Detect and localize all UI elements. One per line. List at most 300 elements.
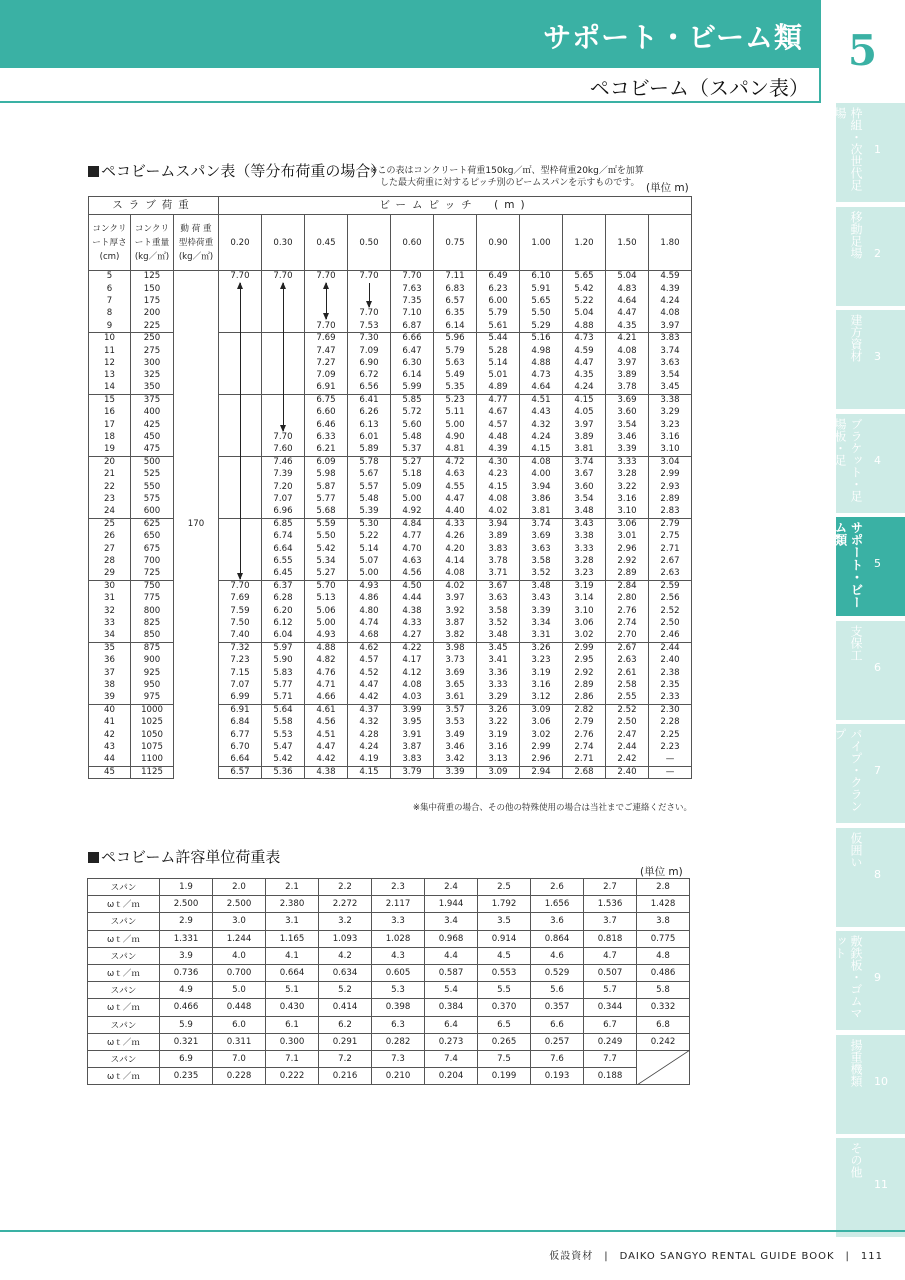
slab-cell: 275 [131, 345, 174, 357]
slab-cell: 400 [131, 407, 174, 419]
span-cell: 5.23 [434, 394, 477, 406]
col-weight-l1: コンクリ [134, 223, 170, 234]
span-cell: 3.74 [520, 518, 563, 530]
span-cell: 7.70 [262, 271, 305, 283]
span-cell: 4.71 [305, 679, 348, 691]
slab-cell: 29 [89, 568, 131, 580]
span-cell: 6.12 [262, 617, 305, 629]
span-cell: 3.23 [563, 568, 606, 580]
load-unit: (単位 m) [640, 866, 683, 878]
load-value: 0.414 [319, 999, 372, 1016]
span-cell: 2.96 [606, 543, 649, 555]
span-cell: 3.26 [477, 704, 520, 716]
span-value: 6.8 [637, 1016, 690, 1033]
span-cell: 4.51 [305, 729, 348, 741]
span-cell: 3.97 [606, 357, 649, 369]
load-value: 0.204 [425, 1068, 478, 1085]
load-value: 1.792 [478, 896, 531, 913]
span-row [88, 879, 690, 896]
span-cell: 2.89 [563, 679, 606, 691]
span-cell: 2.95 [563, 655, 606, 667]
span-cell: 3.48 [520, 580, 563, 592]
span-cell: 7.47 [305, 345, 348, 357]
span-cell: 4.73 [520, 370, 563, 382]
span-cell: 3.60 [606, 407, 649, 419]
span-cell: 4.26 [434, 531, 477, 543]
span-cell: 3.83 [477, 543, 520, 555]
span-cell: 2.71 [563, 754, 606, 766]
span-cell: 3.13 [477, 754, 520, 766]
span-cell: 6.21 [305, 444, 348, 456]
span-cell: 3.02 [520, 729, 563, 741]
tab-chapter-9[interactable] [833, 931, 905, 1030]
span-cell: 5.53 [262, 729, 305, 741]
tab-chapter-6[interactable] [836, 621, 905, 720]
pitch-header: 0.90 [477, 215, 520, 271]
span-cell: 2.94 [520, 766, 563, 778]
slab-cell: 32 [89, 605, 131, 617]
span-cell: 3.10 [649, 444, 692, 456]
span-cell: 4.15 [563, 394, 606, 406]
span-cell: 5.98 [305, 469, 348, 481]
span-cell: 3.01 [606, 531, 649, 543]
slab-cell: 22 [89, 481, 131, 493]
span-cell: 4.56 [305, 717, 348, 729]
load-value: 1.944 [425, 896, 478, 913]
span-cell: 4.27 [391, 630, 434, 642]
span-cell: 3.58 [477, 605, 520, 617]
span-row [88, 982, 690, 999]
load-row [88, 930, 690, 947]
span-cell: 3.82 [434, 630, 477, 642]
span-cell: 2.35 [649, 679, 692, 691]
span-cell: 5.22 [348, 531, 391, 543]
span-cell: 6.10 [520, 271, 563, 283]
tab-chapter-3[interactable] [836, 310, 905, 409]
span-cell: 4.83 [606, 283, 649, 295]
span-cell: 5.13 [305, 593, 348, 605]
load-value: 0.222 [266, 1068, 319, 1085]
tab-chapter-4[interactable] [833, 414, 905, 513]
span-row [88, 947, 690, 964]
span-cell: 3.97 [649, 320, 692, 332]
load-table-title [88, 846, 280, 867]
span-cell: 3.60 [563, 481, 606, 493]
span-cell: 2.70 [606, 630, 649, 642]
pitch-header: 0.75 [434, 215, 477, 271]
page-title: サポート・ビーム類 [543, 21, 803, 54]
span-cell: 3.83 [391, 754, 434, 766]
slab-load-header: スラブ荷重 [89, 197, 219, 215]
span-note-line1: ※この表はコンクリート荷重150kg／㎡、型枠荷重20kg／㎡を加算 [370, 166, 644, 176]
pitch-header: 0.45 [305, 215, 348, 271]
span-cell: 2.46 [649, 630, 692, 642]
slab-cell: 37 [89, 667, 131, 679]
col-weight-l3: (kg／㎡) [134, 251, 170, 262]
span-cell: 2.99 [563, 642, 606, 654]
span-cell: 7.46 [262, 456, 305, 468]
span-cell: 4.08 [520, 456, 563, 468]
span-cell: 5.00 [348, 568, 391, 580]
span-cell: 7.11 [434, 271, 477, 283]
span-cell: 4.89 [477, 382, 520, 394]
span-cell: 4.14 [434, 555, 477, 567]
slab-cell: 1050 [131, 729, 174, 741]
span-value: 6.6 [531, 1016, 584, 1033]
span-cell: 6.14 [391, 370, 434, 382]
span-value: 5.0 [213, 982, 266, 999]
span-cell: 3.89 [563, 432, 606, 444]
col-live-header [174, 215, 219, 271]
slab-cell: 725 [131, 568, 174, 580]
span-cell: 7.70 [348, 308, 391, 320]
span-cell: 5.18 [391, 469, 434, 481]
tab-number: 11 [874, 1178, 888, 1191]
tab-chapter-7[interactable] [833, 724, 905, 823]
span-cell: 3.38 [563, 531, 606, 543]
span-cell: 7.70 [348, 271, 391, 283]
span-cell: 3.78 [606, 382, 649, 394]
slab-cell: 1075 [131, 741, 174, 753]
load-table [87, 878, 690, 1085]
span-cell: 4.23 [477, 469, 520, 481]
span-cell: 5.34 [305, 555, 348, 567]
span-cell: 3.29 [477, 692, 520, 704]
span-cell: 3.89 [606, 370, 649, 382]
span-cell: 3.65 [434, 679, 477, 691]
slab-cell: 25 [89, 518, 131, 530]
span-cell: 3.16 [606, 494, 649, 506]
load-value: 0.486 [637, 964, 690, 981]
slab-cell: 300 [131, 357, 174, 369]
load-value: 0.384 [425, 999, 478, 1016]
span-cell: 3.14 [563, 593, 606, 605]
slab-cell: 625 [131, 518, 174, 530]
span-cell: 4.86 [348, 593, 391, 605]
span-cell: 5.64 [262, 704, 305, 716]
slab-cell: 650 [131, 531, 174, 543]
span-cell: 3.43 [563, 518, 606, 530]
span-cell: 5.70 [305, 580, 348, 592]
span-cell: 4.08 [434, 568, 477, 580]
span-cell: 3.54 [649, 370, 692, 382]
span-value: 2.1 [266, 879, 319, 896]
slab-cell: 175 [131, 295, 174, 307]
span-cell: 2.89 [606, 568, 649, 580]
span-cell: 3.42 [434, 754, 477, 766]
header-rule [0, 101, 820, 103]
span-cell: 3.54 [606, 419, 649, 431]
span-cell: 4.24 [563, 382, 606, 394]
span-cell: 4.21 [606, 332, 649, 344]
tab-label: パイプ・クランプ [833, 728, 863, 812]
load-value: 1.331 [160, 930, 213, 947]
span-cell: 5.00 [434, 419, 477, 431]
row-label: スパン [88, 1050, 160, 1067]
span-value: 4.8 [637, 947, 690, 964]
load-value: 0.228 [213, 1068, 266, 1085]
span-cell: 3.58 [520, 555, 563, 567]
slab-cell: 35 [89, 642, 131, 654]
span-cell: 6.60 [305, 407, 348, 419]
span-cell: 3.34 [520, 617, 563, 629]
span-cell: 4.37 [348, 704, 391, 716]
slab-cell: 425 [131, 419, 174, 431]
span-cell: 7.09 [305, 370, 348, 382]
span-cell: 4.35 [606, 320, 649, 332]
slab-cell: 10 [89, 332, 131, 344]
load-value: 0.634 [319, 964, 372, 981]
slab-cell: 200 [131, 308, 174, 320]
span-cell: 5.72 [391, 407, 434, 419]
row-label: スパン [88, 879, 160, 896]
load-row [88, 964, 690, 981]
span-cell: 6.00 [477, 295, 520, 307]
span-value: 3.1 [266, 913, 319, 930]
span-cell: 4.40 [434, 506, 477, 518]
span-cell: 3.06 [520, 717, 563, 729]
load-value: 0.199 [478, 1068, 531, 1085]
span-value: 5.7 [584, 982, 637, 999]
span-cell: 4.88 [563, 320, 606, 332]
span-cell: 4.76 [305, 667, 348, 679]
slab-cell: 600 [131, 506, 174, 518]
span-cell: 4.68 [348, 630, 391, 642]
tab-number: 7 [874, 764, 881, 777]
span-value: 3.8 [637, 913, 690, 930]
row-label: ωｔ／ｍ [88, 964, 160, 981]
span-cell: 3.36 [477, 667, 520, 679]
slab-cell: 675 [131, 543, 174, 555]
span-row [88, 1016, 690, 1033]
span-cell: 4.35 [563, 370, 606, 382]
span-cell: 2.74 [606, 617, 649, 629]
span-cell: 5.14 [348, 543, 391, 555]
span-row [88, 1050, 690, 1067]
span-cell: 6.57 [219, 766, 262, 778]
span-cell: 4.28 [348, 729, 391, 741]
load-value: 2.500 [160, 896, 213, 913]
span-cell: 6.72 [348, 370, 391, 382]
span-cell: 3.49 [434, 729, 477, 741]
slab-cell: 525 [131, 469, 174, 481]
tab-chapter-1[interactable] [833, 103, 905, 202]
span-cell: 3.39 [606, 444, 649, 456]
span-value: 5.9 [160, 1016, 213, 1033]
span-cell: 4.08 [477, 494, 520, 506]
span-value: 4.1 [266, 947, 319, 964]
span-cell: 6.20 [262, 605, 305, 617]
table-row [89, 271, 692, 283]
slab-cell: 250 [131, 332, 174, 344]
span-cell: 6.75 [305, 394, 348, 406]
pitch-header: 1.80 [649, 215, 692, 271]
span-cell: 2.92 [606, 555, 649, 567]
span-cell: 6.87 [391, 320, 434, 332]
span-cell: 3.33 [606, 456, 649, 468]
span-cell: 5.97 [262, 642, 305, 654]
arrow-down-icon [323, 313, 329, 320]
tab-label: 移動足場 [849, 210, 863, 259]
span-cell: 7.63 [391, 283, 434, 295]
span-cell: 3.98 [434, 642, 477, 654]
load-value: 0.291 [319, 1033, 372, 1050]
span-cell: 5.91 [520, 283, 563, 295]
span-cell: 7.50 [219, 617, 262, 629]
row-label: ωｔ／ｍ [88, 896, 160, 913]
continuation-arrow-icon [326, 283, 327, 319]
span-value: 2.3 [372, 879, 425, 896]
span-value: 3.9 [160, 947, 213, 964]
slab-cell: 8 [89, 308, 131, 320]
span-cell: 3.06 [563, 617, 606, 629]
span-table [88, 196, 692, 779]
tab-chapter-10[interactable] [836, 1035, 905, 1134]
span-cell: 4.33 [434, 518, 477, 530]
span-cell: 4.98 [520, 345, 563, 357]
span-cell: 3.54 [563, 494, 606, 506]
tab-chapter-5[interactable] [833, 517, 905, 616]
span-cell: 2.76 [563, 729, 606, 741]
span-cell: 5.42 [563, 283, 606, 295]
col-thickness-l3: (cm) [99, 251, 120, 262]
span-table-title-text: ペコビームスパン表（等分布荷重の場合） [101, 162, 386, 180]
span-cell: 3.45 [477, 642, 520, 654]
span-value: 6.1 [266, 1016, 319, 1033]
span-cell: 5.01 [477, 370, 520, 382]
load-value: 0.235 [160, 1068, 213, 1085]
span-cell: 4.02 [477, 506, 520, 518]
span-cell: 6.14 [434, 320, 477, 332]
span-value: 4.9 [160, 982, 213, 999]
span-cell: 3.31 [520, 630, 563, 642]
span-cell: 2.30 [649, 704, 692, 716]
span-cell: 3.45 [649, 382, 692, 394]
load-value: 0.242 [637, 1033, 690, 1050]
span-cell: 5.16 [520, 332, 563, 344]
pitch-header: 0.50 [348, 215, 391, 271]
slab-cell: 500 [131, 456, 174, 468]
span-cell: 2.40 [649, 655, 692, 667]
span-cell: 4.00 [520, 469, 563, 481]
tab-number: 3 [874, 350, 881, 363]
row-label: スパン [88, 982, 160, 999]
span-cell: 2.74 [563, 741, 606, 753]
slab-cell: 40 [89, 704, 131, 716]
slab-cell: 9 [89, 320, 131, 332]
span-cell: 6.74 [262, 531, 305, 543]
span-cell: 5.30 [348, 518, 391, 530]
span-cell: 2.82 [563, 704, 606, 716]
span-cell: 5.48 [348, 494, 391, 506]
tab-chapter-2[interactable] [836, 207, 905, 306]
span-cell: 6.96 [262, 506, 305, 518]
span-cell: 3.43 [520, 593, 563, 605]
load-value: 0.273 [425, 1033, 478, 1050]
load-value: 0.249 [584, 1033, 637, 1050]
span-cell: 2.50 [606, 717, 649, 729]
slab-cell: 13 [89, 370, 131, 382]
slab-cell: 42 [89, 729, 131, 741]
span-cell: 5.99 [391, 382, 434, 394]
span-cell: 4.47 [348, 679, 391, 691]
continuation-arrow-icon [283, 283, 284, 431]
span-cell: 2.63 [649, 568, 692, 580]
slab-cell: 23 [89, 494, 131, 506]
arrow-up-icon [280, 282, 286, 289]
span-cell: 6.01 [348, 432, 391, 444]
load-value: 0.700 [213, 964, 266, 981]
load-value: 0.344 [584, 999, 637, 1016]
pitch-header: 1.50 [606, 215, 649, 271]
span-value: 7.3 [372, 1050, 425, 1067]
span-cell: 7.70 [305, 320, 348, 332]
span-cell: 5.63 [434, 357, 477, 369]
span-cell: 2.79 [649, 518, 692, 530]
span-cell: 5.65 [520, 295, 563, 307]
slab-cell: 775 [131, 593, 174, 605]
load-value: 0.968 [425, 930, 478, 947]
span-cell: 6.56 [348, 382, 391, 394]
span-cell: 6.99 [219, 692, 262, 704]
slab-cell: 575 [131, 494, 174, 506]
span-cell: 2.68 [563, 766, 606, 778]
span-cell: 3.81 [520, 506, 563, 518]
span-value: 5.5 [478, 982, 531, 999]
slab-cell: 1125 [131, 766, 174, 778]
span-value: 4.7 [584, 947, 637, 964]
span-cell: 7.40 [219, 630, 262, 642]
load-value: 0.398 [372, 999, 425, 1016]
span-cell: 4.88 [520, 357, 563, 369]
load-value: 0.216 [319, 1068, 372, 1085]
span-cell: 2.63 [606, 655, 649, 667]
span-cell: 6.64 [262, 543, 305, 555]
slab-cell: 975 [131, 692, 174, 704]
span-cell: 4.51 [520, 394, 563, 406]
span-cell: 3.04 [649, 456, 692, 468]
tab-label: 枠組・次世代足場 [833, 107, 863, 191]
span-cell: 3.52 [520, 568, 563, 580]
span-cell: 2.44 [649, 642, 692, 654]
span-cell: 2.76 [606, 605, 649, 617]
slab-cell: 36 [89, 655, 131, 667]
span-cell: 7.60 [262, 444, 305, 456]
slab-cell: 43 [89, 741, 131, 753]
span-cell: 4.33 [391, 617, 434, 629]
span-cell: 3.63 [520, 543, 563, 555]
tab-chapter-8[interactable] [836, 828, 905, 927]
span-cell: 3.33 [563, 543, 606, 555]
span-cell: 2.92 [563, 667, 606, 679]
span-cell: 3.23 [520, 655, 563, 667]
span-cell: 4.48 [477, 432, 520, 444]
span-cell: 4.15 [520, 444, 563, 456]
bullet-square-icon [88, 852, 99, 863]
continuation-arrow-icon [369, 283, 370, 307]
span-value: 7.7 [584, 1050, 637, 1067]
beam-pitch-header: ビームピッチ (m) [219, 197, 692, 215]
row-label: ωｔ／ｍ [88, 1068, 160, 1085]
span-cell: 3.69 [606, 394, 649, 406]
span-cell: 3.16 [520, 679, 563, 691]
slab-cell: 14 [89, 382, 131, 394]
span-cell: 4.88 [305, 642, 348, 654]
slab-cell: 19 [89, 444, 131, 456]
load-row [88, 896, 690, 913]
tab-chapter-11[interactable] [836, 1138, 905, 1237]
span-cell: 5.79 [434, 345, 477, 357]
